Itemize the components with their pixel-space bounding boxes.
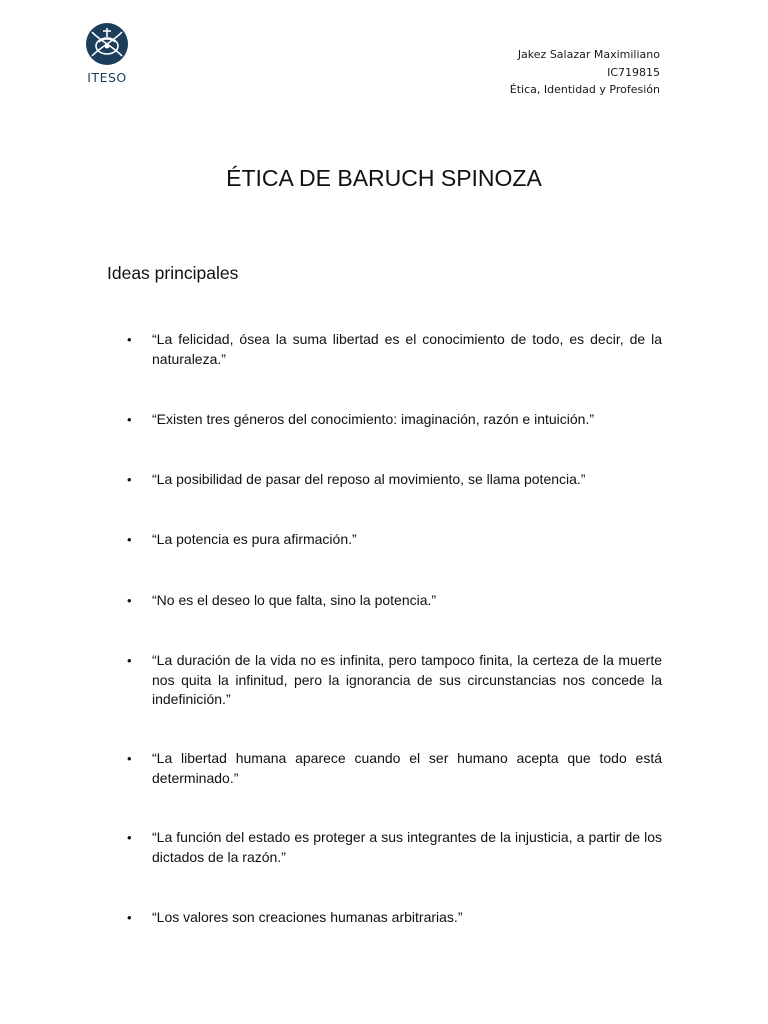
bullet-icon: • bbox=[127, 532, 132, 547]
bullet-icon: • bbox=[127, 751, 132, 766]
quote-text: “La posibilidad de pasar del reposo al movimiento, se llama potencia.” bbox=[152, 471, 586, 487]
iteso-emblem-icon bbox=[85, 22, 129, 66]
course-name: Ética, Identidad y Profesión bbox=[509, 83, 660, 96]
quote-text: “Existen tres géneros del conocimiento: imaginación, razón e intuición.” bbox=[152, 411, 595, 427]
list-item bbox=[127, 410, 662, 430]
list-item bbox=[127, 828, 662, 867]
quote-text: “No es el deseo lo que falta, sino la potencia.” bbox=[152, 592, 437, 608]
bullet-icon: • bbox=[127, 412, 132, 427]
bullet-icon: • bbox=[127, 593, 132, 608]
list-item bbox=[127, 651, 662, 710]
student-id: IC719815 bbox=[607, 65, 660, 79]
logo-wordmark: ITESO bbox=[87, 70, 127, 85]
quote-text: “La potencia es pura afirmación.” bbox=[152, 531, 357, 547]
quote-text: “La función del estado es proteger a sus integrantes de la injusticia, a partir de los dictados de la razón.” bbox=[152, 829, 662, 865]
list-item bbox=[127, 591, 662, 611]
quote-text: “La duración de la vida no es infinita, pero tampoco finita, la certeza de la muerte nos quita la infinitud, pero la ignorancia de sus circunstancias nos concede la indefinición.” bbox=[152, 652, 662, 707]
bullet-icon: • bbox=[127, 653, 132, 668]
list-item bbox=[127, 470, 662, 490]
list-item bbox=[127, 908, 662, 928]
list-item bbox=[127, 530, 662, 550]
section-heading: Ideas principales bbox=[107, 263, 239, 283]
iteso-logo bbox=[78, 22, 136, 85]
author-name: Jakez Salazar Maximiliano bbox=[517, 48, 660, 61]
bullet-icon: • bbox=[127, 830, 132, 845]
quote-text: “Los valores son creaciones humanas arbitrarias.” bbox=[152, 909, 463, 925]
list-item bbox=[127, 330, 662, 369]
document-title: ÉTICA DE BARUCH SPINOZA bbox=[226, 165, 542, 191]
bullet-icon: • bbox=[127, 910, 132, 925]
quote-text: “La felicidad, ósea la suma libertad es el conocimiento de todo, es decir, de la naturaleza.” bbox=[152, 331, 662, 367]
bullet-icon: • bbox=[127, 332, 132, 347]
quote-text: “La libertad humana aparece cuando el ser humano acepta que todo está determinado.” bbox=[152, 750, 662, 786]
author-info bbox=[510, 46, 660, 99]
bullet-icon: • bbox=[127, 472, 132, 487]
list-item bbox=[127, 749, 662, 788]
